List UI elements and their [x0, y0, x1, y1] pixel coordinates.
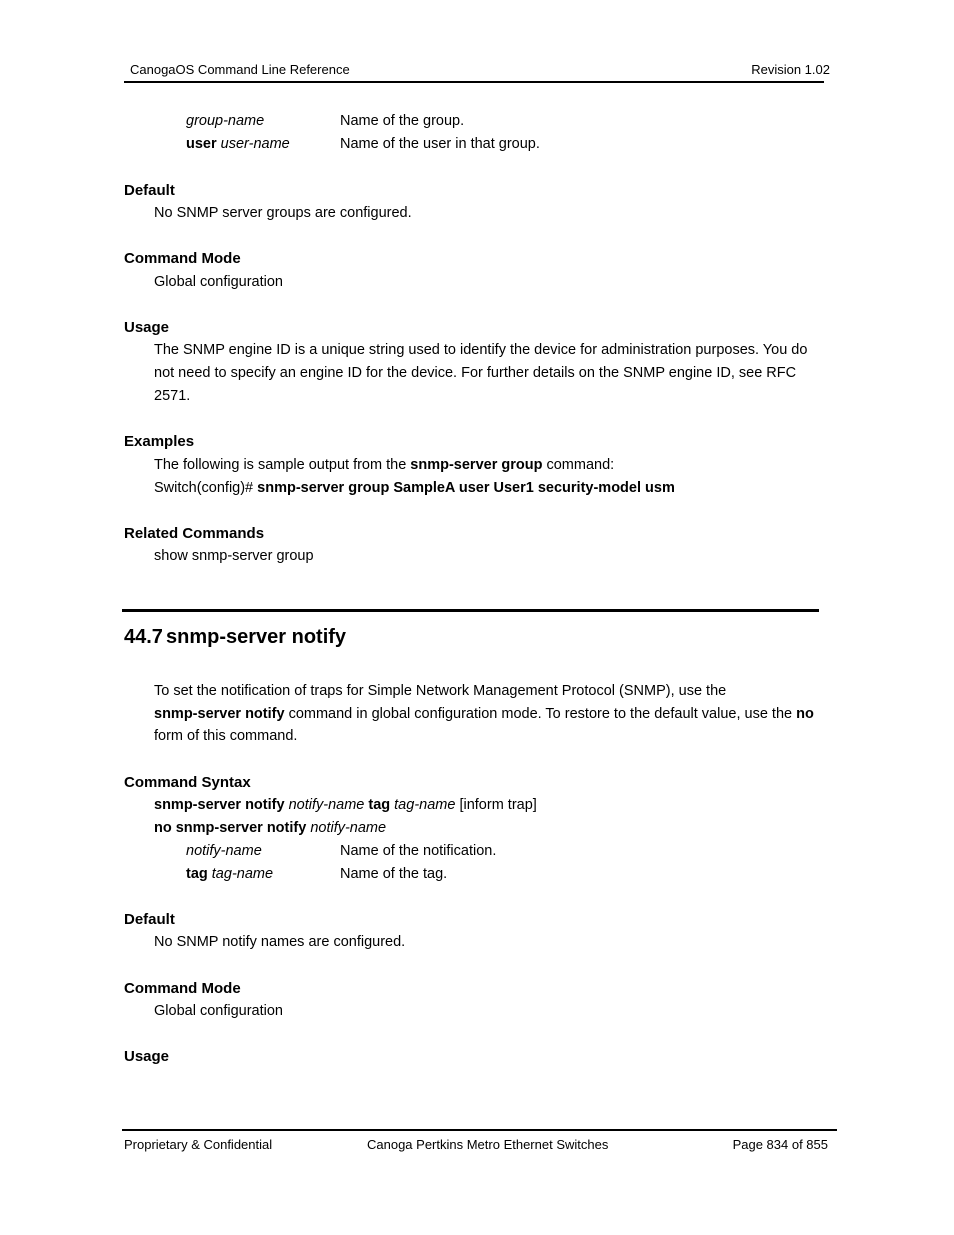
footer-page-number: Page 834 of 855 — [732, 1137, 828, 1152]
related-commands-text: show snmp-server group — [154, 548, 314, 564]
command-mode-text-2: Global configuration — [154, 1003, 283, 1019]
command-mode-text: Global configuration — [154, 274, 283, 290]
param-user-name-desc: Name of the user in that group. — [340, 136, 540, 152]
param-user-name: user user-name — [186, 136, 290, 152]
footer-rule — [122, 1129, 837, 1131]
intro-line-1: To set the notification of traps for Simple Network Management Protocol (SNMP), use the — [154, 683, 727, 699]
default-text-2: No SNMP notify names are configured. — [154, 934, 406, 950]
footer-center: Canoga Pertkins Metro Ethernet Switches — [367, 1137, 609, 1152]
param-group-name-desc: Name of the group. — [340, 113, 465, 129]
examples-intro: The following is sample output from the snmp-server group command: — [154, 457, 615, 473]
usage-heading-2: Usage — [124, 1048, 170, 1065]
default-heading-2: Default — [124, 911, 175, 928]
default-text: No SNMP server groups are configured. — [154, 205, 412, 221]
command-syntax-heading: Command Syntax — [124, 774, 251, 791]
header-revision: Revision 1.02 — [751, 62, 830, 77]
example-command: Switch(config)# snmp-server group SampleA user User1 security-model usm — [154, 480, 675, 496]
usage-line-2: not need to specify an engine ID for the device. For further details on the SNMP engine ID, see RFC — [154, 365, 797, 381]
footer-left: Proprietary & Confidential — [124, 1137, 273, 1152]
section-number: 44.7 — [124, 626, 163, 648]
intro-line-3: form of this command. — [154, 728, 298, 744]
usage-line-3: 2571. — [154, 388, 191, 404]
param-tag-name: tag tag-name — [186, 866, 274, 882]
param-notify-name: notify-name — [186, 843, 262, 859]
section-title: snmp-server notify — [166, 626, 347, 648]
related-commands-heading: Related Commands — [124, 525, 265, 542]
section-rule — [122, 609, 819, 612]
default-heading: Default — [124, 182, 175, 199]
command-mode-heading-2: Command Mode — [124, 980, 241, 997]
header-title: CanogaOS Command Line Reference — [130, 62, 350, 77]
syntax-line-1: snmp-server notify notify-name tag tag-name [inform trap] — [154, 797, 537, 813]
usage-line-1: The SNMP engine ID is a unique string used to identify the device for administration purposes. You do — [154, 342, 808, 358]
intro-line-2: snmp-server notify command in global configuration mode. To restore to the default value, use the no — [154, 706, 814, 722]
header-rule — [124, 81, 824, 83]
command-mode-heading: Command Mode — [124, 250, 241, 267]
usage-heading: Usage — [124, 319, 170, 336]
param-group-name: group-name — [186, 113, 265, 129]
param-notify-name-desc: Name of the notification. — [340, 843, 497, 859]
examples-heading: Examples — [124, 433, 195, 450]
syntax-line-2: no snmp-server notify notify-name — [154, 820, 387, 836]
param-tag-name-desc: Name of the tag. — [340, 866, 448, 882]
